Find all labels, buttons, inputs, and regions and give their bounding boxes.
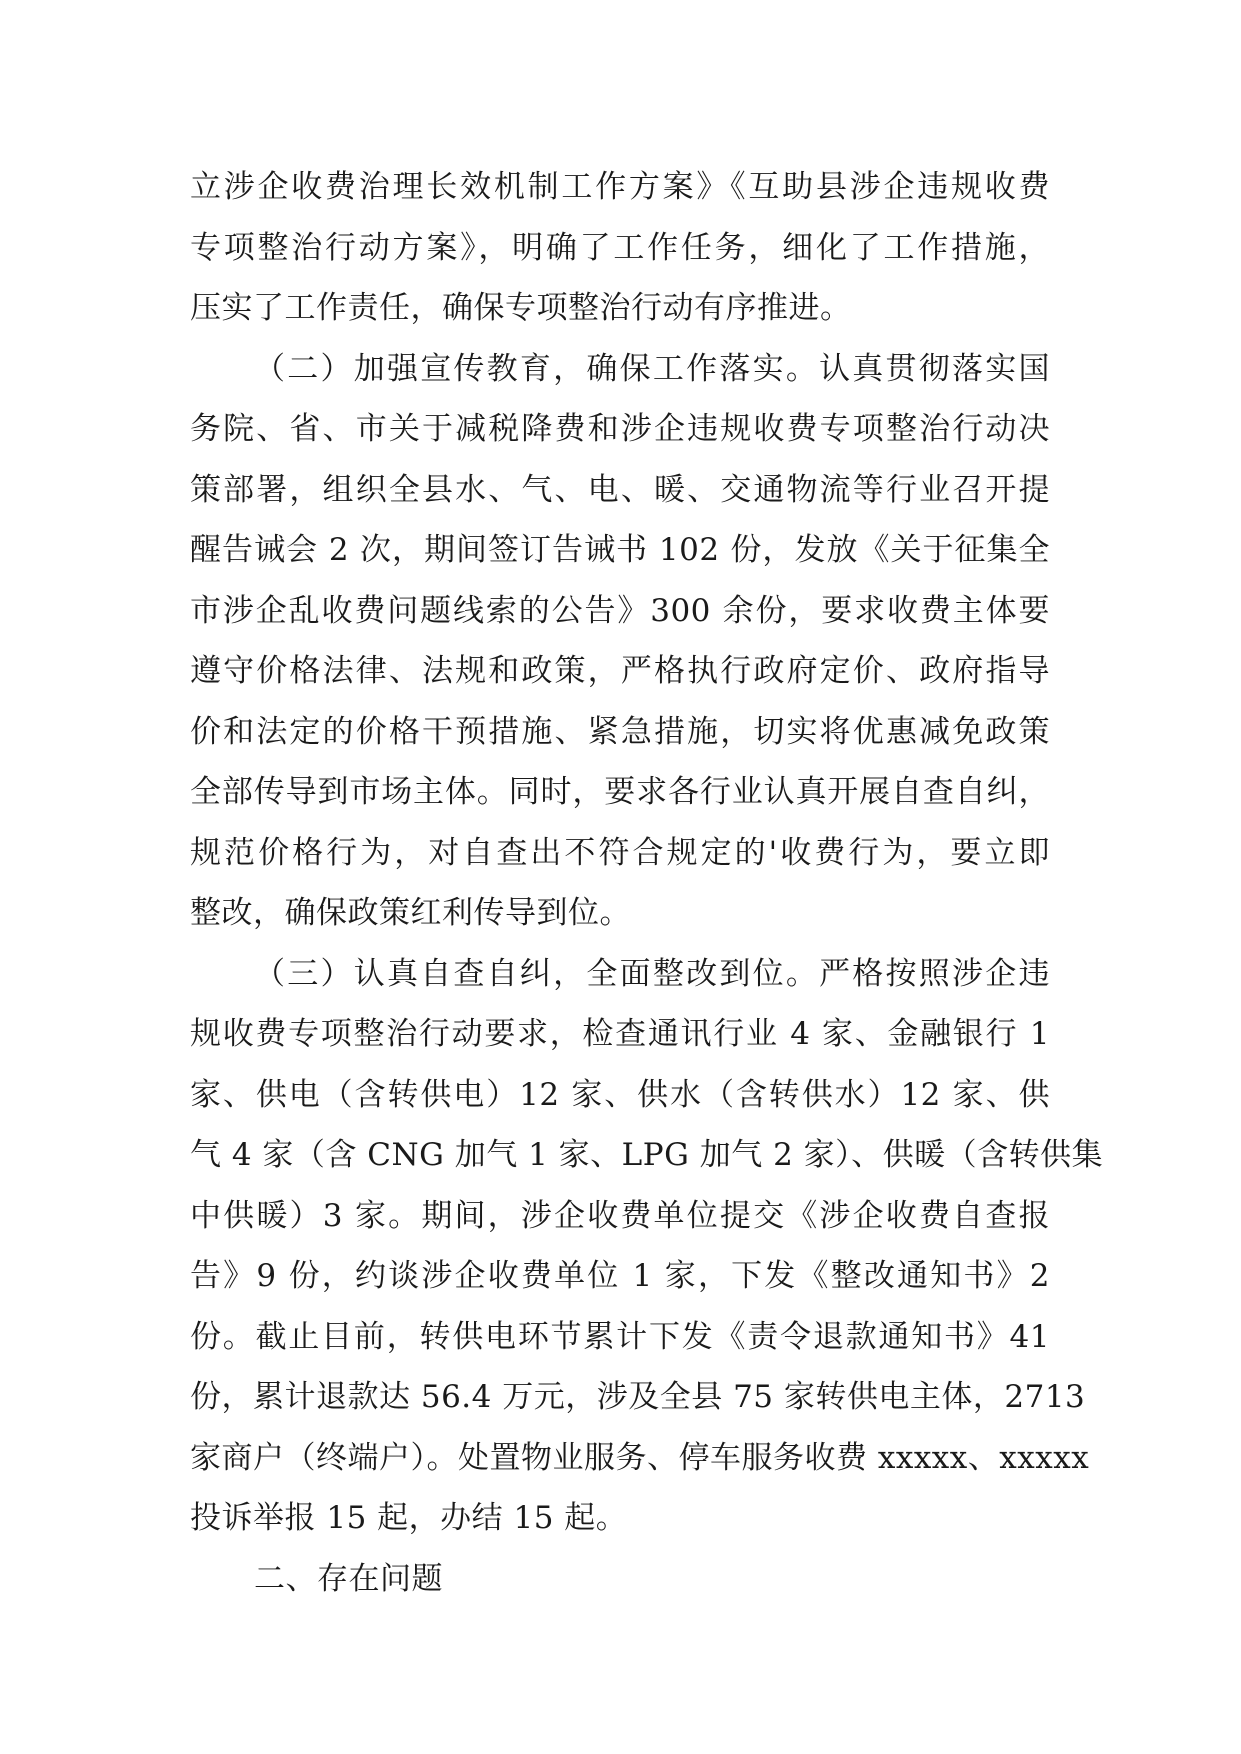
- text-line: （二）加强宣传教育，确保工作落实。认真贯彻落实国: [254, 350, 1050, 387]
- text-line: 醒告诫会 2 次，期间签订告诫书 102 份，发放《关于征集全: [190, 532, 1050, 568]
- text-line: 家商户（终端户）。处置物业服务、停车服务收费 xxxxx、xxxxx: [190, 1439, 1090, 1476]
- text-line: 气 4 家（含 CNG 加气 1 家、LPG 加气 2 家）、供暖（含转供集: [190, 1137, 1104, 1173]
- text-line: 市涉企乱收费问题线索的公告》300 余份，要求收费主体要: [190, 592, 1050, 629]
- text-line: 投诉举报 15 起，办结 15 起。: [190, 1500, 628, 1536]
- text-line: 份，累计退款达 56.4 万元，涉及全县 75 家转供电主体，2713: [190, 1379, 1086, 1415]
- text-line: 策部署，组织全县水、气、电、暖、交通物流等行业召开提: [190, 471, 1050, 508]
- text-line: 份。截止目前，转供电环节累计下发《责令退款通知书》41: [190, 1318, 1050, 1355]
- paragraph-3: [190, 944, 1104, 1549]
- text-line: 专项整治行动方案》，明确了工作任务，细化了工作措施，: [190, 229, 1050, 266]
- text-line: （三）认真自查自纠，全面整改到位。严格按照涉企违: [254, 955, 1050, 992]
- paragraph-1: [190, 157, 1050, 339]
- document-body: [190, 157, 1104, 1609]
- text-line: 规范价格行为，对自查出不符合规定的'收费行为，要立即: [190, 834, 1050, 871]
- text-line: 全部传导到市场主体。同时，要求各行业认真开展自查自纠，: [190, 774, 1050, 810]
- text-line: 家、供电（含转供电）12 家、供水（含转供水）12 家、供: [190, 1076, 1050, 1113]
- text-line: 价和法定的价格干预措施、紧急措施，切实将优惠减免政策: [190, 713, 1050, 750]
- text-line: 整改，确保政策红利传导到位。: [190, 895, 631, 931]
- text-line: 告》9 份，约谈涉企收费单位 1 家，下发《整改通知书》2: [190, 1258, 1050, 1294]
- text-line: 遵守价格法律、法规和政策，严格执行政府定价、政府指导: [190, 653, 1050, 689]
- text-line: 规收费专项整治行动要求，检查通讯行业 4 家、金融银行 1: [190, 1016, 1050, 1052]
- text-line: 压实了工作责任，确保专项整治行动有序推进。: [190, 290, 852, 326]
- text-line: 中供暖）3 家。期间，涉企收费单位提交《涉企收费自查报: [190, 1197, 1050, 1234]
- text-line: 立涉企收费治理长效机制工作方案》《互助县涉企违规收费: [190, 169, 1050, 205]
- paragraph-2: [190, 339, 1050, 944]
- section-heading: 二、存在问题: [254, 1560, 443, 1597]
- text-line: 务院、省、市关于减税降费和涉企违规收费专项整治行动决: [190, 411, 1050, 447]
